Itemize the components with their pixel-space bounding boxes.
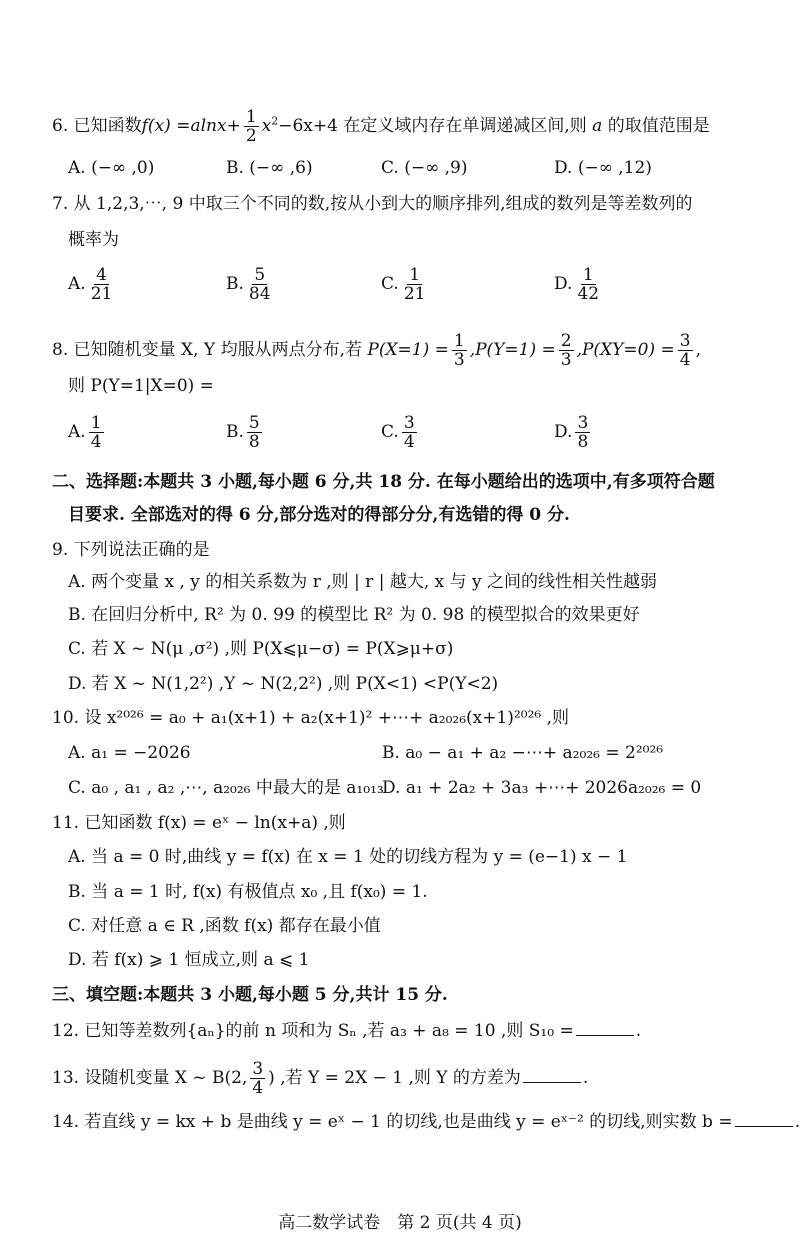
option-d: D. (−∞ ,12) bbox=[554, 158, 652, 178]
question-8-options bbox=[68, 410, 768, 454]
q9-option-d: D. 若 X ~ N(1,2²) ,Y ~ N(2,2²) ,则 P(X<1) <P(Y<2) bbox=[68, 674, 499, 694]
q9-option-c: C. 若 X ~ N(μ ,σ²) ,则 P(X⩽μ−σ) = P(X⩾μ+σ) bbox=[68, 639, 454, 659]
section-2-heading-cont: 目要求. 全部选对的得 6 分,部分选对的得部分分,有选错的得 0 分. bbox=[68, 505, 570, 525]
question-7-options bbox=[68, 262, 768, 306]
q10-option-a: A. a₁ = −2026 bbox=[68, 743, 191, 763]
question-11-stem: 11. 已知函数 f(x) = eˣ − ln(x+a) ,则 bbox=[52, 813, 346, 833]
option-d: D. $\frac{1}{42}$ bbox=[554, 264, 600, 304]
q11-option-c: C. 对任意 a ∈ R ,函数 f(x) 都存在最小值 bbox=[68, 916, 381, 936]
option-b: B. (−∞ ,6) bbox=[226, 158, 313, 178]
question-14: 14. 若直线 y = kx + b 是曲线 y = eˣ − 1 的切线,也是曲线 y = eˣ⁻² 的切线,则实数 b = . bbox=[52, 1112, 800, 1132]
option-a: A. $\frac{4}{21}$ bbox=[68, 264, 113, 304]
q10-option-c: C. a₀ , a₁ , a₂ ,⋯, a₂₀₂₆ 中最大的是 a₁₀₁₃ bbox=[68, 778, 384, 798]
question-9-stem: 9. 下列说法正确的是 bbox=[52, 540, 210, 560]
option-c: C. $\frac{3}{4}$ bbox=[381, 412, 415, 452]
section-2-heading: 二、选择题:本题共 3 小题,每小题 6 分,共 18 分. 在每小题给出的选项中,有多项符合题 bbox=[52, 472, 715, 492]
option-b: B. $\frac{5}{84}$ bbox=[226, 264, 271, 304]
question-7-stem: 7. 从 1,2,3,⋯, 9 中取三个不同的数,按从小到大的顺序排列,组成的数列是等差数列的 bbox=[52, 194, 693, 214]
question-12: 12. 已知等差数列{aₙ}的前 n 项和为 Sₙ ,若 a₃ + a₈ = 10 ,则 S₁₀ = . bbox=[52, 1021, 642, 1041]
answer-blank[interactable] bbox=[523, 1068, 581, 1083]
question-13: 13. 设随机变量 X ~ B(2, $\frac{3}{4}$ ) ,若 Y = 2X − 1 ,则 Y 的方差为 . bbox=[52, 1059, 589, 1098]
question-6-stem: 6. 已知函数f(x) =alnx+ $\frac{1}{2}$ $x^2-6x+4$ 在定义域内存在单调递减区间,则 a 的取值范围是 bbox=[52, 107, 710, 146]
question-8-stem: 8. 已知随机变量 X, Y 均服从两点分布,若 P(X=1) = $\frac{1}{3}$ ,P(Y=1) = $\frac{2}{3}$ ,P(XY=0) = $\frac{3}{4}$ , bbox=[52, 331, 701, 370]
q10-option-b: B. a₀ − a₁ + a₂ −⋯+ a₂₀₂₆ = 2²⁰²⁶ bbox=[382, 743, 664, 763]
q9-option-b: B. 在回归分析中, R² 为 0. 99 的模型比 R² 为 0. 98 的模型拟合的效果更好 bbox=[68, 605, 640, 625]
option-b: B. $\frac{5}{8}$ bbox=[226, 412, 260, 452]
option-c: C. $\frac{1}{21}$ bbox=[381, 264, 426, 304]
q9-option-a: A. 两个变量 x , y 的相关系数为 r ,则 | r | 越大, x 与 y 之间的线性相关性越弱 bbox=[68, 572, 658, 592]
question-8-stem-cont: 则 P(Y=1|X=0) = bbox=[68, 376, 214, 396]
q11-option-d: D. 若 f(x) ⩾ 1 恒成立,则 a ⩽ 1 bbox=[68, 950, 310, 970]
answer-blank[interactable] bbox=[735, 1112, 793, 1127]
option-a: A. (−∞ ,0) bbox=[68, 158, 155, 178]
option-c: C. (−∞ ,9) bbox=[381, 158, 468, 178]
option-a: A. $\frac{1}{4}$ bbox=[68, 412, 102, 452]
q11-option-b: B. 当 a = 1 时, f(x) 有极值点 x₀ ,且 f(x₀) = 1. bbox=[68, 882, 428, 902]
q11-option-a: A. 当 a = 0 时,曲线 y = f(x) 在 x = 1 处的切线方程为 y = (e−1) x − 1 bbox=[68, 847, 628, 867]
question-10-stem: 10. 设 x²⁰²⁶ = a₀ + a₁(x+1) + a₂(x+1)² +⋯+ a₂₀₂₆(x+1)²⁰²⁶ ,则 bbox=[52, 708, 570, 728]
question-7-stem-cont: 概率为 bbox=[68, 230, 119, 250]
fraction: $\frac{1}{2}$ bbox=[245, 107, 257, 146]
q10-option-d: D. a₁ + 2a₂ + 3a₃ +⋯+ 2026a₂₀₂₆ = 0 bbox=[382, 778, 702, 798]
option-d: D. $\frac{3}{8}$ bbox=[554, 412, 589, 452]
page-footer: 高二数学试卷 第 2 页(共 4 页) bbox=[278, 1213, 522, 1233]
section-3-heading: 三、填空题:本题共 3 小题,每小题 5 分,共计 15 分. bbox=[52, 985, 448, 1005]
question-6-options bbox=[68, 146, 768, 190]
answer-blank[interactable] bbox=[576, 1021, 634, 1036]
